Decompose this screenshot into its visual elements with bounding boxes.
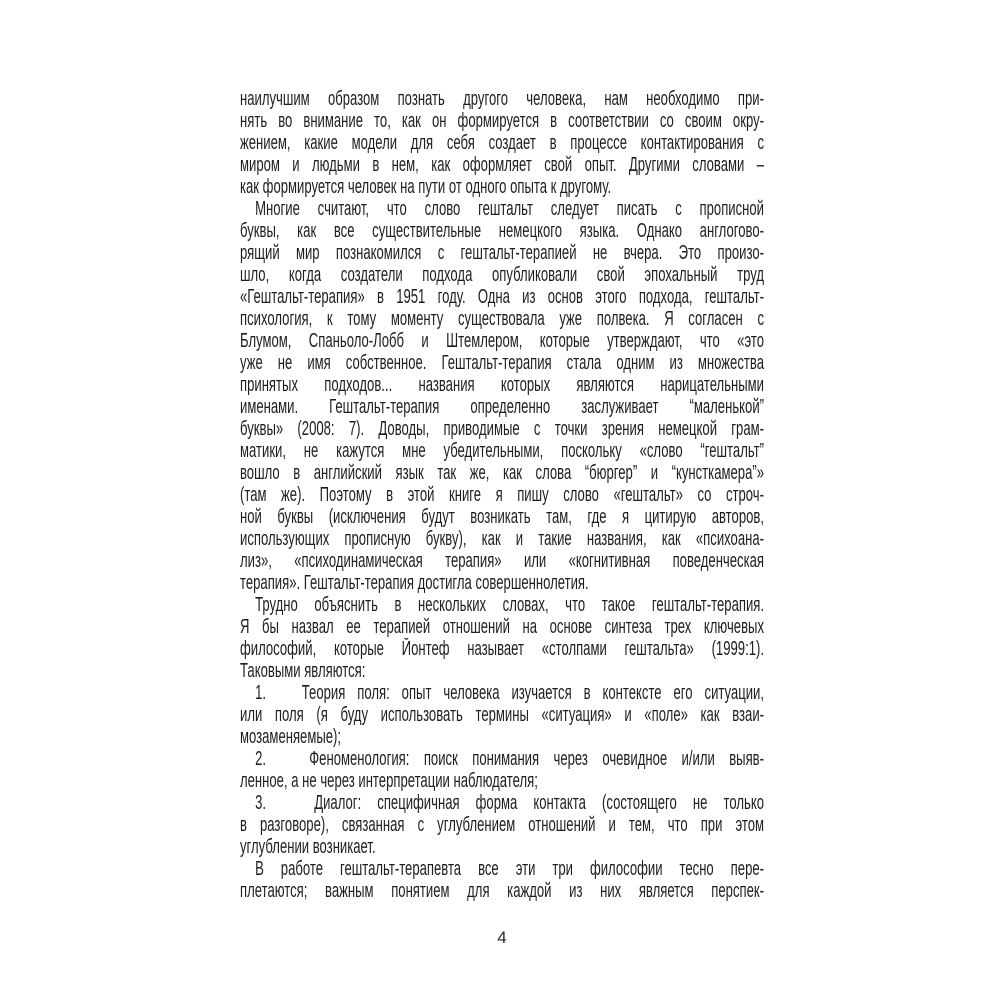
text-line: В работе гештальт-терапевта все эти три философии тесно пере- <box>255 858 764 880</box>
text-block <box>240 88 764 902</box>
text-line: терапия». Гештальт-терапия достигла совершеннолетия. <box>240 572 589 594</box>
text-line: Блумом, Спаньоло-Лобб и Штемлером, которые утверждают, что «это <box>240 330 764 352</box>
text-line: (там же). Поэтому в этой книге я пишу слово «гештальт» со строч- <box>240 484 764 506</box>
text-line: углублении возникает. <box>240 836 376 858</box>
text-line: плетаются; важным понятием для каждой из них является перспек- <box>240 880 764 902</box>
text-line: буквы» (2008: 7). Доводы, приводимые с точки зрения немецкой грам- <box>240 418 764 440</box>
text-line: 1. Теория поля: опыт человека изучается в контексте его ситуации, <box>255 682 764 704</box>
text-line: принятых подходов... названия которых являются нарицательными <box>240 374 764 396</box>
text-line: Трудно объяснить в нескольких словах, что такое гештальт-терапия. <box>255 594 764 616</box>
paragraph <box>240 858 764 902</box>
text-line: вошло в английский язык так же, как слова “бюргер” и “кунсткамера”» <box>240 462 764 484</box>
paragraph <box>240 682 764 748</box>
text-line: в разговоре), связанная с углублением отношений и тем, что при этом <box>240 814 764 836</box>
paragraph <box>240 198 764 594</box>
paragraph <box>240 792 764 858</box>
text-line: философий, которые Йонтеф называет «столпами гештальта» (1999:1). <box>240 638 764 660</box>
paragraph <box>240 594 764 682</box>
text-line: 3. Диалог: специфичная форма контакта (состоящего не только <box>255 792 764 814</box>
paragraph <box>240 88 764 198</box>
text-line: ленное, а не через интерпретации наблюдателя; <box>240 770 538 792</box>
text-line: Многие считают, что слово гештальт следует писать с прописной <box>255 198 764 220</box>
text-line: нять во внимание то, как он формируется в соответствии со своим окру- <box>240 110 764 132</box>
page-number: 4 <box>497 928 507 947</box>
text-line: шло, когда создатели подхода опубликовали свой эпохальный труд <box>240 264 764 286</box>
text-line: рящий мир познакомился с гештальт-терапией не вчера. Это произо- <box>240 242 764 264</box>
text-line: мозаменяемые); <box>240 726 342 748</box>
text-line: 2. Феноменология: поиск понимания через очевидное и/или выяв- <box>255 748 764 770</box>
text-line: как формируется человек на пути от одного опыта к другому. <box>240 176 612 198</box>
text-line: лиз», «психодинамическая терапия» или «когнитивная поведенческая <box>240 550 764 572</box>
text-line: наилучшим образом познать другого человека, нам необходимо при- <box>240 88 764 110</box>
text-line: жением, какие модели для себя создает в процессе контактирования с <box>240 132 764 154</box>
text-line: использующих прописную букву), как и такие названия, как «психоана- <box>240 528 764 550</box>
text-line: матики, не кажутся мне убедительными, поскольку «слово “гештальт” <box>240 440 764 462</box>
text-line: буквы, как все существительные немецкого языка. Однако англогово- <box>240 220 764 242</box>
text-line: уже не имя собственное. Гештальт-терапия стала одним из множества <box>240 352 764 374</box>
text-line: именами. Гештальт-терапия определенно заслуживает “маленькой” <box>240 396 764 418</box>
text-line: Таковыми являются: <box>240 660 366 682</box>
text-line: Я бы назвал ее терапией отношений на основе синтеза трех ключевых <box>240 616 764 638</box>
text-line: ной буквы (исключения будут возникать там, где я цитирую авторов, <box>240 506 764 528</box>
text-line: «Гештальт-терапия» в 1951 году. Одна из основ этого подхода, гештальт- <box>240 286 764 308</box>
text-line: миром и людьми в нем, как оформляет свой опыт. Другими словами – <box>240 154 764 176</box>
text-line: или поля (я буду использовать термины «ситуация» и «поле» как взаи- <box>240 704 764 726</box>
text-line: психология, к тому моменту существовала уже полвека. Я согласен с <box>240 308 764 330</box>
paragraph <box>240 748 764 792</box>
text-column <box>240 88 764 902</box>
